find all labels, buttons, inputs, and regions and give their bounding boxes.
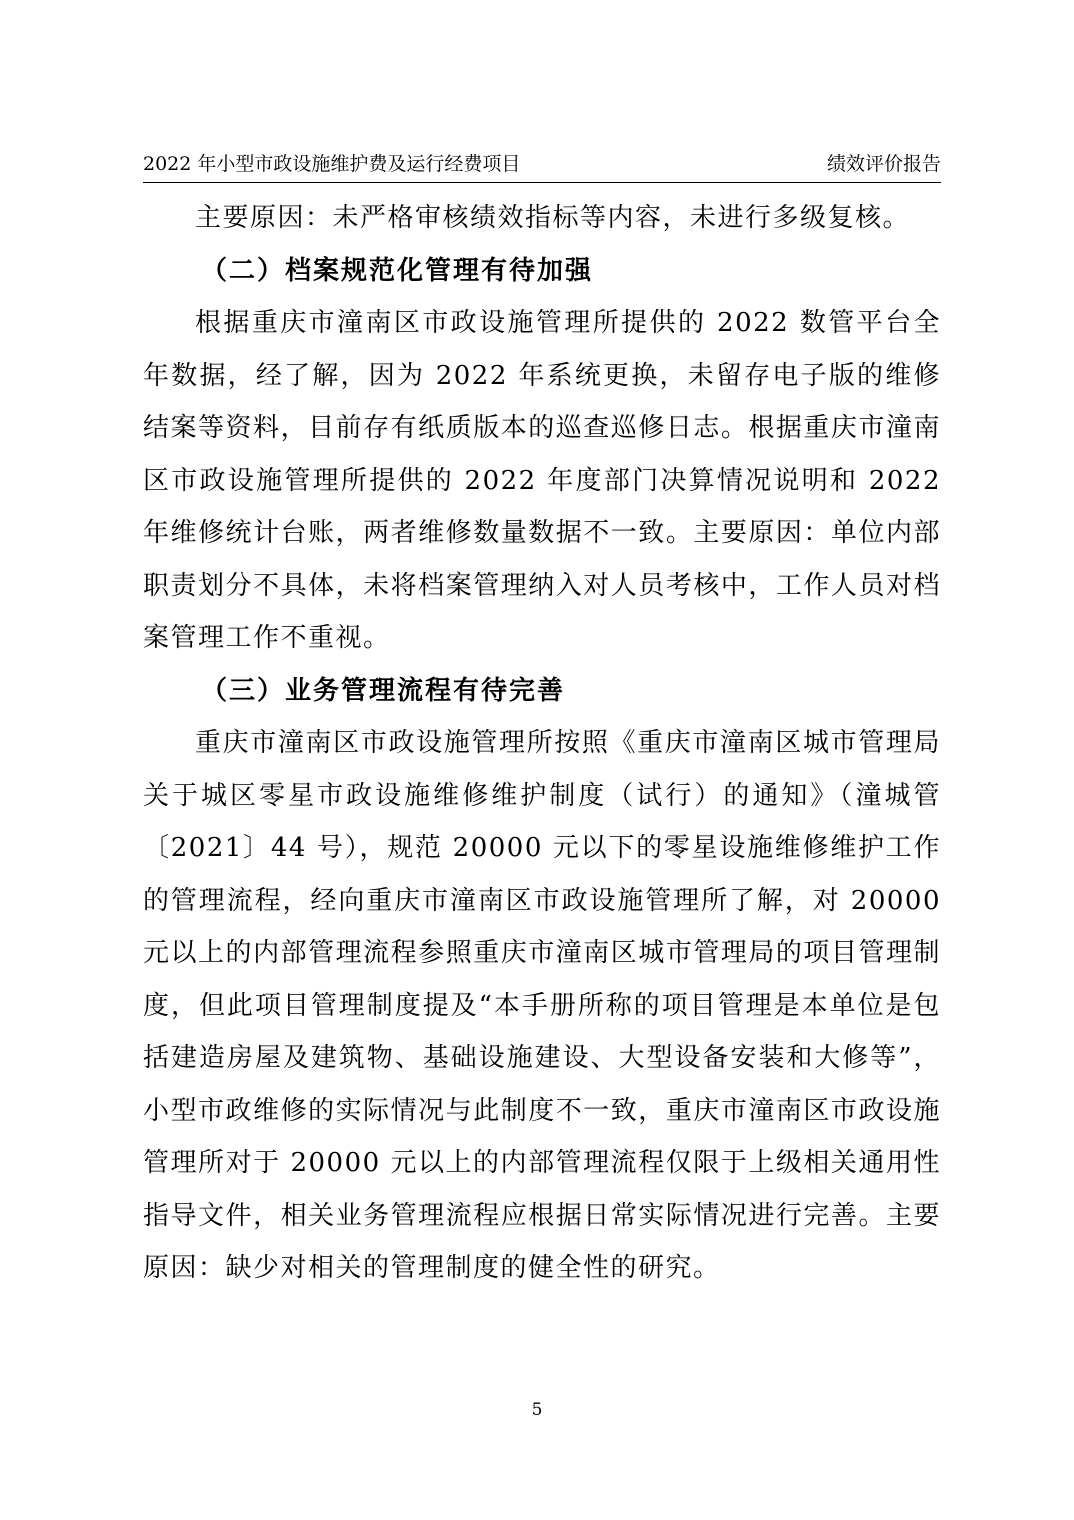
section-heading-archives: （二）档案规范化管理有待加强 bbox=[201, 255, 594, 286]
document-body bbox=[143, 192, 941, 1295]
header-report-title: 2022 年小型市政设施维护费及运行经费项目 bbox=[143, 153, 521, 175]
header-report-type: 绩效评价报告 bbox=[826, 153, 941, 175]
paragraph-business-process: 重庆市潼南区市政设施管理所按照《重庆市潼南区城市管理局 关于城区零星市政设施维修维护制度（试行）的通知》（潼城管〔2021〕44 号），规范 20000 元以下的零星设施维修维护工作的管理流程，经向重庆市潼南区市政设施管理所了解，对 20000 元以上的内部管理流程参照重庆市潼南区城市管理局的项目管理制度，但此项目管理制度提及“本手册所称的项目管理是本单位是包括建造房屋及建筑物、基础设施建设、大型设备安装和大修等”，小型市政维修的实际情况与此制度不一致，重庆市潼南区市政设施管理所对于 20000 元以上的内部管理流程仅限于上级相关通用性指导文件，相关业务管理流程应根据日常实际情况进行完善。主要原因：缺少对相关的管理制度的健全性的研究。 bbox=[143, 728, 941, 1283]
page-header bbox=[143, 148, 941, 183]
paragraph-main-reason: 主要原因：未严格审核绩效指标等内容，未进行多级复核。 bbox=[195, 203, 911, 233]
section-heading-business-process: （三）业务管理流程有待完善 bbox=[201, 675, 566, 706]
paragraph-archives: 根据重庆市潼南区市政设施管理所提供的 2022 数管平台全年数据，经了解，因为 2022 年系统更换，未留存电子版的维修结案等资料，目前存有纸质版本的巡查巡修日志。根据重庆市潼南区市政设施管理所提供的 2022 年度部门决算情况说明和 2022 年维修统计台账，两者维修数量数据不一致。主要原因：单位内部职责划分不具体，未将档案管理纳入对人员考核中，工作人员对档案管理工作不重视。 bbox=[143, 308, 941, 653]
page-number: 5 bbox=[531, 1400, 543, 1420]
